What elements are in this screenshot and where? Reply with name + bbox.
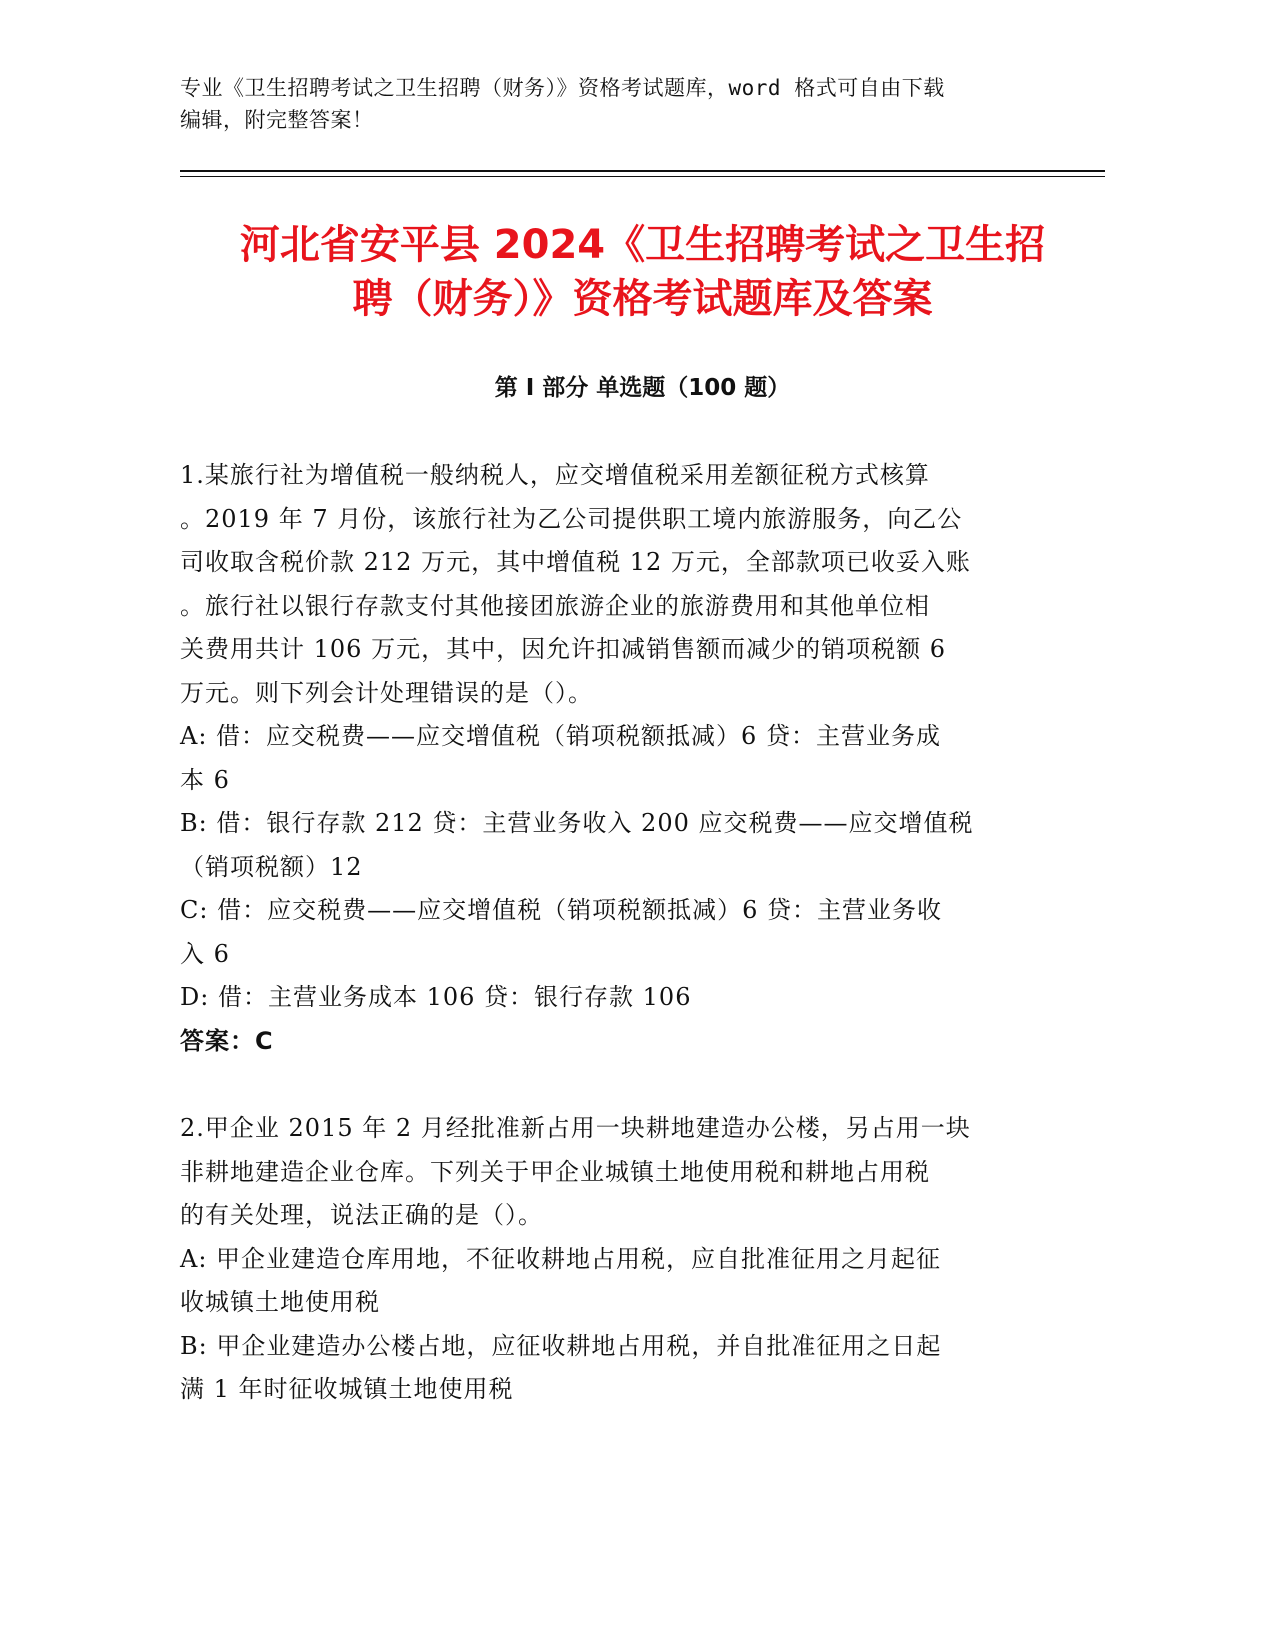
document-title-line-1: 河北省安平县 2024《卫生招聘考试之卫生招 [239,222,1046,268]
question-stem-line: 。2019 年 7 月份，该旅行社为乙公司提供职工境内旅游服务，向乙公 [180,504,963,533]
option-d-line: D: 借：主营业务成本 106 贷：银行存款 106 [180,983,692,1011]
header-divider-thick [180,170,1105,172]
header-note-line-2: 编辑，附完整答案！ [180,108,374,132]
option-a-line: A: 甲企业建造仓库用地，不征收耕地占用税，应自批准征用之月起征 [180,1244,942,1273]
question-stem-line: 1.某旅行社为增值税一般纳税人，应交增值税采用差额征税方式核算 [180,461,930,489]
section-title: 第 I 部分 单选题（100 题） [494,375,791,401]
answer-line: 答案：C [180,1026,274,1055]
option-b-line: （销项税额）12 [180,852,363,881]
question-stem-line: 的有关处理，说法正确的是（）。 [180,1201,543,1229]
option-c-line: C: 借：应交税费——应交增值税（销项税额抵减）6 贷：主营业务收 [180,896,942,924]
question-stem-line: 万元。则下列会计处理错误的是（）。 [180,678,593,707]
document-title-line-2: 聘（财务）》资格考试题库及答案 [352,276,933,322]
option-b-line: B: 甲企业建造办公楼占地，应征收耕地占用税，并自批准征用之日起 [180,1331,942,1360]
option-b-line: B: 借：银行存款 212 贷：主营业务收入 200 应交税费——应交增值税 [180,809,974,837]
question-1 [180,454,1040,1063]
question-2 [180,1107,1040,1412]
question-stem-line: 2.甲企业 2015 年 2 月经批准新占用一块耕地建造办公楼，另占用一块 [180,1114,971,1142]
header-divider-thin [180,176,1105,177]
option-a-line: 收城镇土地使用税 [180,1288,380,1316]
header-note [180,72,1080,136]
option-b-line: 满 1 年时征收城镇土地使用税 [180,1375,514,1403]
document-title [180,218,1105,326]
option-a-line: 本 6 [180,765,230,794]
header-note-line-1: 专业《卫生招聘考试之卫生招聘（财务）》资格考试题库，word 格式可自由下载 [180,76,945,100]
question-stem-line: 关费用共计 106 万元，其中，因允许扣减销售额而减少的销项税额 6 [180,635,946,663]
option-a-line: A: 借：应交税费——应交增值税（销项税额抵减）6 贷：主营业务成 [180,722,941,750]
question-stem-line: 。旅行社以银行存款支付其他接团旅游企业的旅游费用和其他单位相 [180,591,930,620]
question-stem-line: 司收取含税价款 212 万元，其中增值税 12 万元，全部款项已收妥入账 [180,548,971,576]
question-stem-line: 非耕地建造企业仓库。下列关于甲企业城镇土地使用税和耕地占用税 [180,1157,930,1186]
option-c-line: 入 6 [180,939,230,968]
